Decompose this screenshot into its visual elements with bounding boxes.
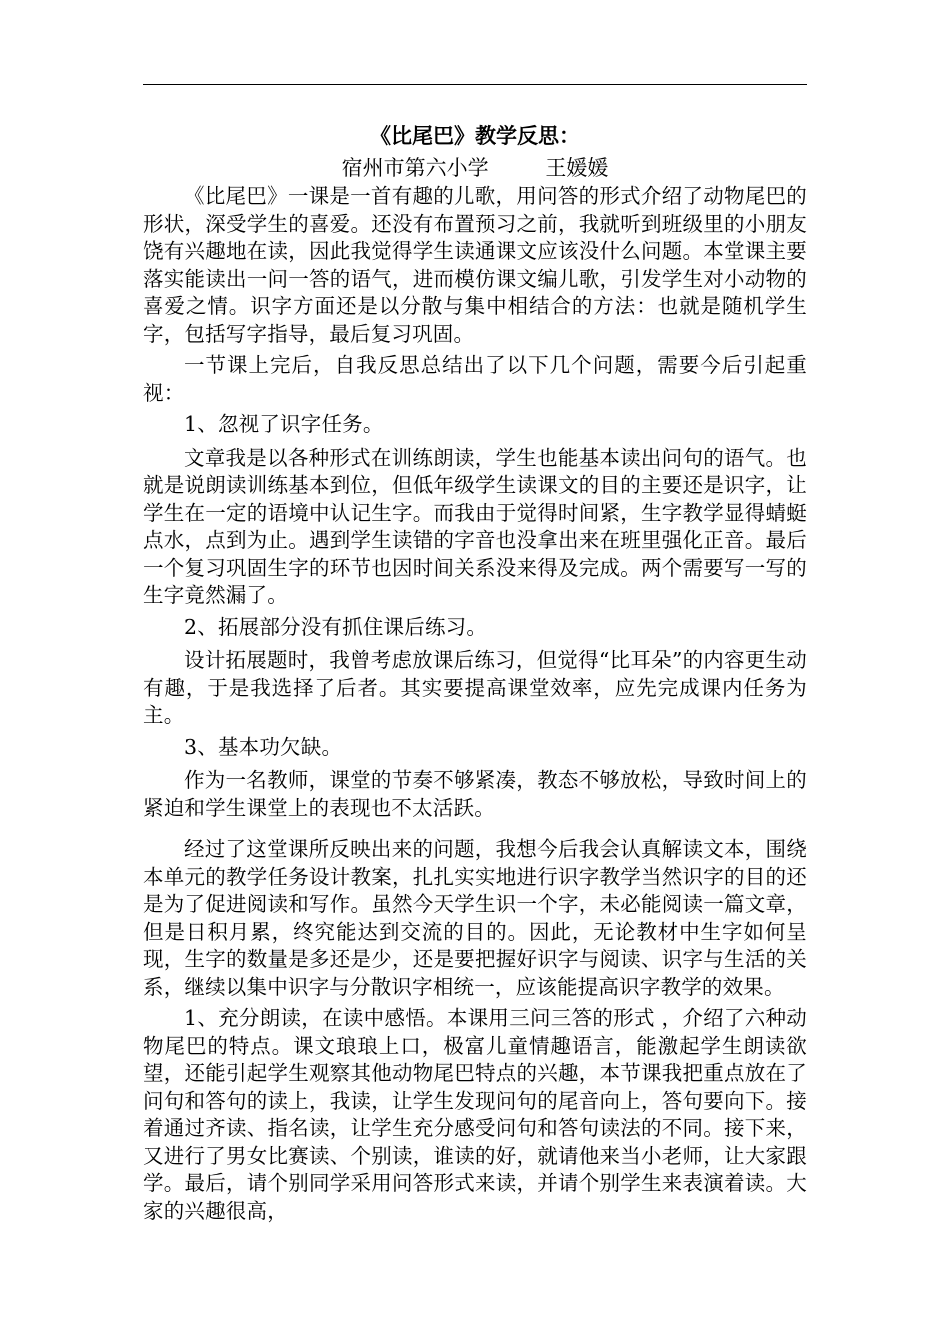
paragraph-conclusion: 经过了这堂课所反映出来的问题，我想今后我会认真解读文本，围绕本单元的教学任务设计教案，扎扎实实地进行识字教学当然识字的目的还是为了促进阅读和写作。虽然今天学生识一个字，未必能阅读一篇文章，但是日积月累，终究能达到交流的目的。因此，无论教材中生字如何呈现，生字的数量是多还是少，还是要把握好识字与阅读、识字与生活的关系，继续以集中识字与分散识字相统一，应该能提高识字教学的效果。 [143,837,807,999]
paragraph-reading-practice: 1、充分朗读，在读中感悟。本课用三问三答的形式 ，介绍了六种动物尾巴的特点。课文琅琅上口，极富儿童情趣语言，能激起学生朗读欲望，还能引起学生观察其他动物尾巴特点的兴趣，本节课我把重点放在了问句和答句的读上，我读，让学生发现问句的尾音向上，答句要向下。接着通过齐读、指名读，让学生充分感受问句和答句读法的不同。接下来，又进行了男女比赛读、个别读，谁读的好，就请他来当小老师，让大家跟学。最后，请个别同学采用问答形式来读，并请个别学生来表演着读。大家的兴趣很高， [143,1006,807,1223]
paragraph-problem-2: 设计拓展题时，我曾考虑放课后练习，但觉得“比耳朵”的内容更生动有趣，于是我选择了后者。其实要提高课堂效率，应先完成课内任务为主。 [143,648,807,727]
problem-heading-3: 3、基本功欠缺。 [184,734,343,759]
problem-heading-2: 2、拓展部分没有抓住课后练习。 [184,614,488,639]
paragraph-problem-3: 作为一名教师，课堂的节奏不够紧凑，教态不够放松，导致时间上的紧迫和学生课堂上的表现也不太活跃。 [143,768,807,820]
author-school: 宿州市第六小学 [341,156,489,180]
author-name: 王媛媛 [545,156,609,180]
problem-heading-1: 1、忽视了识字任务。 [184,412,384,436]
paragraph-intro: 《比尾巴》一课是一首有趣的儿歌，用问答的形式介绍了动物尾巴的形状，深受学生的喜爱。还没有布置预习之前，我就听到班级里的小朋友饶有兴趣地在读，因此我觉得学生读通课文应该没什么问题。本堂课主要落实能读出一问一答的语气，进而模仿课文编儿歌，引发学生对小动物的喜爱之情。识字方面还是以分散与集中相结合的方法：也就是随机学生字，包括写字指导，最后复习巩固。 [143,184,807,346]
paragraph-problem-1: 文章我是以各种形式在训练朗读，学生也能基本读出问句的语气。也就是说朗读训练基本到位，但低年级学生读课文的目的主要还是识字，让学生在一定的语境中认记生字。而我由于觉得时间紧，生字教学显得蜻蜓点水，点到为止。遇到学生读错的字音也没拿出来在班里强化正音。最后一个复习巩固生字的环节也因时间关系没来得及完成。两个需要写一写的生字竟然漏了。 [143,445,807,607]
body-text [143,183,807,1229]
paragraph-reflection-lead: 一节课上完后，自我反思总结出了以下几个问题，需要今后引起重视： [143,353,807,405]
header-rule [143,84,807,85]
document-title: 《比尾巴》教学反思： [370,123,580,148]
author-line [143,153,807,183]
